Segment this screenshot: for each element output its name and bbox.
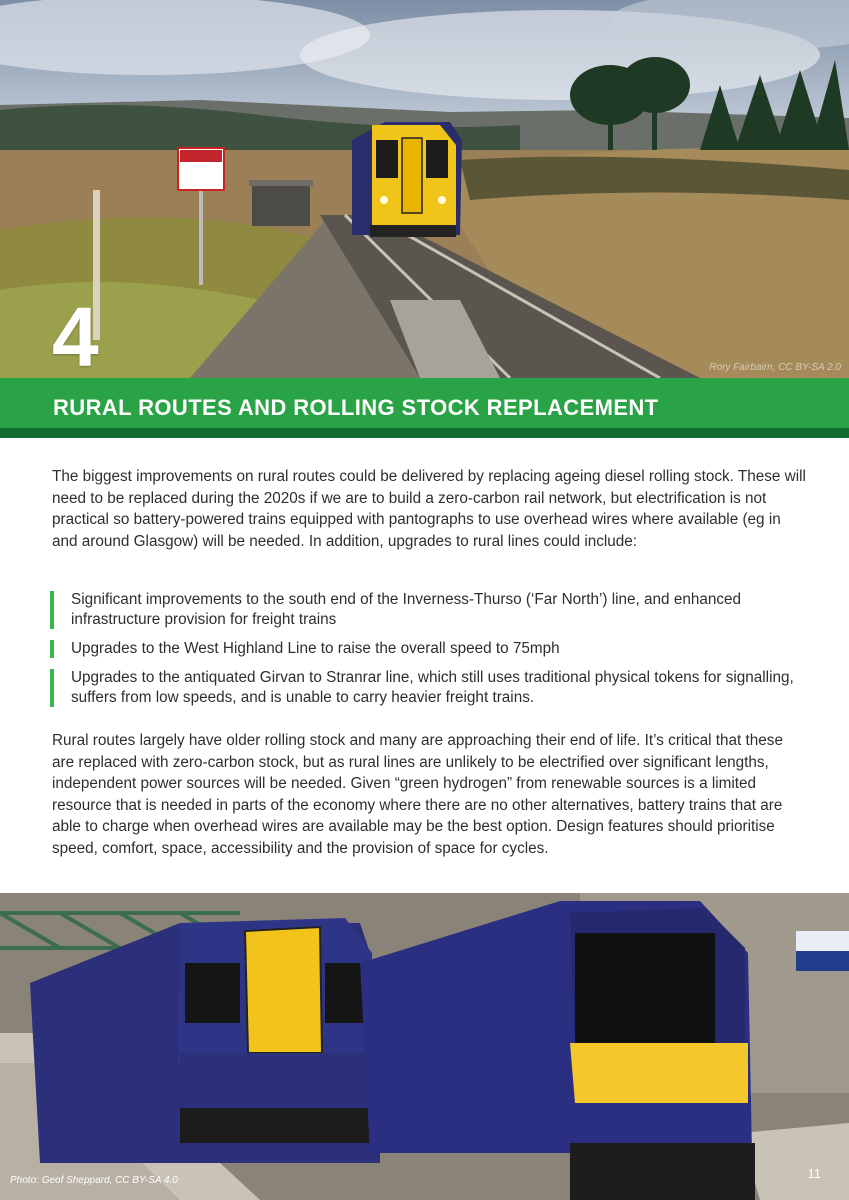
photo-credit: Photo: Geof Sheppard, CC BY-SA 4.0 (10, 1175, 178, 1186)
hero-photo (0, 0, 849, 378)
list-item: Upgrades to the antiquated Girvan to Stranrar line, which still uses traditional physical tokens for signalling, suffers from low speeds, and is unable to carry heavier freight trains. (50, 668, 810, 708)
upgrade-list (50, 590, 810, 717)
station-photo (0, 893, 849, 1200)
station-trains-illustration (0, 893, 849, 1200)
chapter-number: 4 (52, 290, 99, 378)
section-title: RURAL ROUTES AND ROLLING STOCK REPLACEMENT (53, 395, 659, 420)
rural-railway-illustration (0, 0, 849, 378)
page-number: 11 (807, 1166, 821, 1181)
intro-paragraph: The biggest improvements on rural routes could be delivered by replacing ageing diesel rolling stock. These will need to be replaced during the 2020s if we are to build a zero-carbon rail network, but electrification is not practical so battery-powered trains equipped with pantographs to use overhead wires where available (eg in and around Glasgow) will be needed. In addition, upgrades to rural lines could include: (52, 468, 806, 550)
section-title-band (0, 378, 849, 438)
list-item: Significant improvements to the south end of the Inverness-Thurso (‘Far North’) line, and enhanced infrastructure provision for freight trains (50, 590, 810, 630)
title-band-strip (0, 428, 849, 438)
list-item: Upgrades to the West Highland Line to raise the overall speed to 75mph (50, 639, 810, 659)
closing-paragraph: Rural routes largely have older rolling stock and many are approaching their end of life. It’s critical that these are replaced with zero-carbon stock, but as rural lines are unlikely to be electrified over significant lengths, independent power sources will be needed. Given “green hydrogen” from renewable sources is a limited resource that is needed in parts of the economy where there are no other alternatives, battery trains that are able to charge when overhead wires are available may be the best option. Design features should prioritise speed, comfort, space, accessibility and the provision of space for cycles. (52, 732, 783, 857)
hero-photo-credit: Rory Fairbairn, CC BY-SA 2.0 (709, 362, 841, 373)
